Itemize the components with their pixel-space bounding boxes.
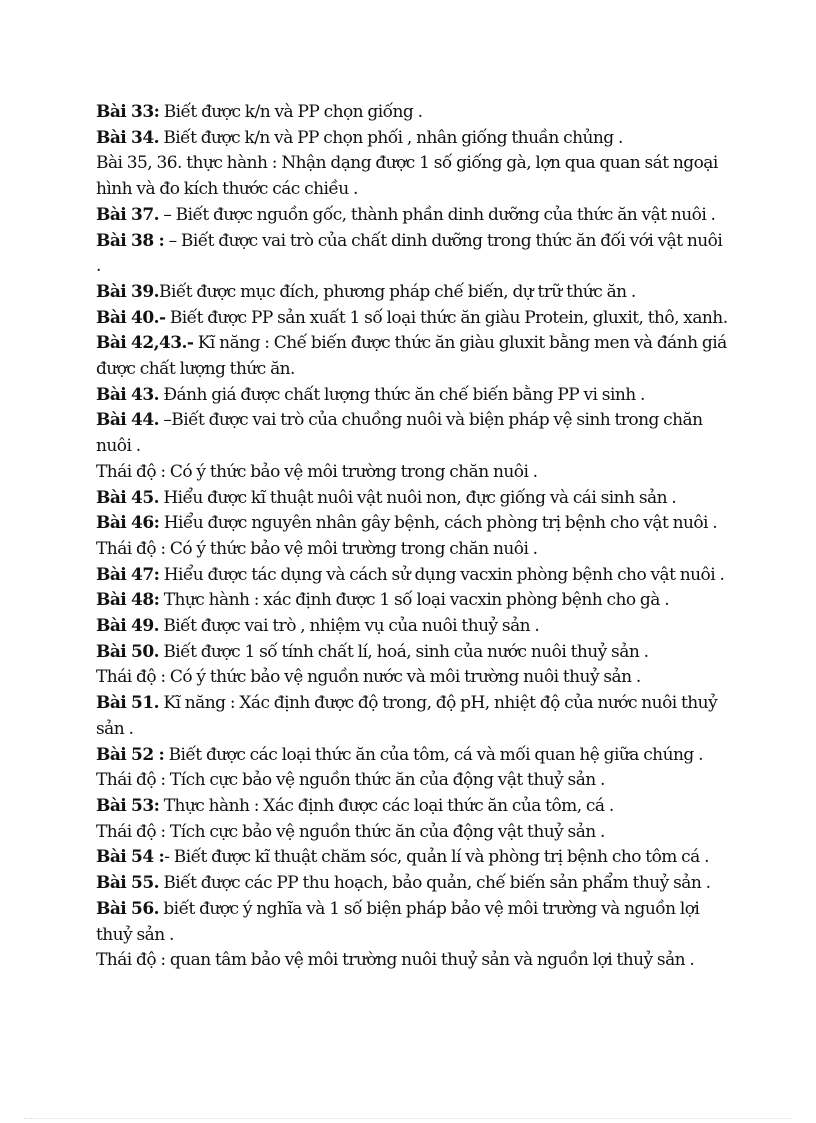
lesson-text: thực hành : Nhận dạng được 1 số giống gà, lợn qua quan sát ngoại — [181, 153, 718, 174]
line-bai-50 — [96, 640, 736, 666]
attitude-label: Thái độ : — [96, 821, 166, 842]
lesson-label: Bài 33: — [96, 102, 160, 122]
lesson-label: Bài 49. — [96, 616, 159, 637]
lesson-label: Bài 42,43.- — [96, 333, 194, 354]
line-bai-51 — [96, 691, 736, 717]
attitude-label: Thái độ : — [96, 770, 166, 791]
line-bai-37 — [96, 203, 736, 229]
lesson-text: hình và đo kích thước các chiều . — [96, 179, 358, 200]
line-bai-48 — [96, 588, 736, 614]
lesson-label: Bài 34. — [96, 127, 159, 148]
line-bai-52 — [96, 743, 736, 769]
lesson-text: nuôi . — [96, 436, 141, 457]
line-bai-46 — [96, 511, 736, 537]
lesson-text: – Biết được nguồn gốc, thành phần dinh dưỡng của thức ăn vật nuôi . — [159, 204, 716, 225]
attitude-label: Thái độ : — [96, 538, 166, 559]
lesson-label: Bài 39. — [96, 281, 159, 302]
attitude-text: Tích cực bảo vệ nguồn thức ăn của động vật thuỷ sản . — [165, 770, 605, 791]
lesson-text: biết được ý nghĩa và 1 số biện pháp bảo vệ môi trường và nguồn lợi — [159, 898, 700, 919]
line-bai-51-cont — [96, 717, 736, 743]
line-thai-do-6 — [96, 948, 736, 974]
lesson-text: –Biết được vai trò của chuồng nuôi và biện pháp vệ sinh trong chăn — [159, 410, 703, 431]
line-bai-38 — [96, 229, 736, 255]
lesson-text: Kĩ năng : Chế biến được thức ăn giàu gluxit bằng men và đánh giá — [193, 333, 727, 354]
line-bai-55 — [96, 871, 736, 897]
line-bai-40 — [96, 306, 736, 332]
lesson-text: Kĩ năng : Xác định được độ trong, độ pH, nhiệt độ của nước nuôi thuỷ — [159, 693, 718, 714]
lesson-text: sản . — [96, 718, 134, 739]
lesson-text: Biết được các loại thức ăn của tôm, cá và mối quan hệ giữa chúng . — [164, 744, 703, 765]
lesson-label: Bài 48: — [96, 590, 160, 611]
attitude-label: Thái độ : — [96, 950, 166, 971]
lesson-text: Hiểu được tác dụng và cách sử dụng vacxin phòng bệnh cho vật nuôi . — [159, 564, 725, 585]
line-thai-do-5 — [96, 820, 736, 846]
attitude-text: quan tâm bảo vệ môi trường nuôi thuỷ sản và nguồn lợi thuỷ sản . — [165, 950, 695, 971]
lesson-text: thuỷ sản . — [96, 924, 174, 945]
attitude-text: Có ý thức bảo vệ môi trường trong chăn nuôi . — [165, 461, 538, 482]
lesson-label: Bài 56. — [96, 898, 159, 919]
lesson-label: Bài 47: — [96, 564, 160, 585]
attitude-text: Tích cực bảo vệ nguồn thức ăn của động vật thuỷ sản . — [165, 821, 605, 842]
lesson-label: Bài 40.- — [96, 307, 166, 328]
line-bai-53 — [96, 794, 736, 820]
line-bai-38-cont — [96, 254, 736, 280]
lesson-label: Bài 43. — [96, 384, 159, 405]
lesson-label: Bài 55. — [96, 873, 159, 894]
lesson-label: Bài 35, 36. — [96, 153, 182, 174]
line-bai-43 — [96, 383, 736, 409]
line-thai-do-1 — [96, 460, 736, 486]
lesson-label: Bài 46: — [96, 513, 160, 534]
lesson-text: Thực hành : Xác định được các loại thức ăn của tôm, cá . — [159, 795, 614, 816]
line-bai-33 — [96, 100, 736, 126]
line-bai-35-36-cont — [96, 177, 736, 203]
lesson-text: – Biết được vai trò của chất dinh dưỡng trong thức ăn đối với vật nuôi — [164, 230, 723, 251]
line-bai-42-43-cont — [96, 357, 736, 383]
lesson-label: Bài 54 : — [96, 847, 165, 868]
attitude-text: Có ý thức bảo vệ nguồn nước và môi trường nuôi thuỷ sản . — [165, 667, 641, 688]
line-bai-34 — [96, 126, 736, 152]
line-bai-39 — [96, 280, 736, 306]
lesson-label: Bài 50. — [96, 641, 159, 662]
line-bai-56 — [96, 897, 736, 923]
line-bai-42-43 — [96, 331, 736, 357]
lesson-text: Biết được vai trò , nhiệm vụ của nuôi thuỷ sản . — [159, 616, 540, 637]
lesson-label: Bài 44. — [96, 410, 159, 431]
line-bai-44-cont — [96, 434, 736, 460]
line-bai-35-36 — [96, 151, 736, 177]
line-bai-56-cont — [96, 923, 736, 949]
document-body — [96, 100, 736, 974]
line-bai-54 — [96, 845, 736, 871]
lesson-text: Hiểu được nguyên nhân gây bệnh, cách phòng trị bệnh cho vật nuôi . — [159, 513, 718, 534]
lesson-text: Đánh giá được chất lượng thức ăn chế biến bằng PP vi sinh . — [159, 384, 645, 405]
lesson-label: Bài 38 : — [96, 230, 165, 251]
lesson-label: Bài 37. — [96, 204, 159, 225]
lesson-text: Hiểu được kĩ thuật nuôi vật nuôi non, đực giống và cái sinh sản . — [159, 487, 677, 508]
lesson-text: - Biết được kĩ thuật chăm sóc, quản lí và phòng trị bệnh cho tôm cá . — [164, 847, 709, 868]
lesson-text: Biết được các PP thu hoạch, bảo quản, chế biến sản phẩm thuỷ sản . — [159, 873, 711, 894]
lesson-label: Bài 52 : — [96, 744, 165, 765]
lesson-text: . — [96, 256, 101, 277]
lesson-label: Bài 45. — [96, 487, 159, 508]
lesson-label: Bài 53: — [96, 795, 160, 816]
attitude-text: Có ý thức bảo vệ môi trường trong chăn nuôi . — [165, 538, 538, 559]
attitude-label: Thái độ : — [96, 667, 166, 688]
line-bai-49 — [96, 614, 736, 640]
lesson-text: Biết được k/n và PP chọn phối , nhân giống thuần chủng . — [159, 127, 623, 148]
line-thai-do-3 — [96, 665, 736, 691]
lesson-text: Biết được PP sản xuất 1 số loại thức ăn giàu Protein, gluxit, thô, xanh. — [165, 307, 728, 328]
lesson-text: Biết được mục đích, phương pháp chế biến, dự trữ thức ăn . — [159, 281, 636, 302]
lesson-text: Biết được k/n và PP chọn giống . — [159, 102, 423, 122]
line-thai-do-2 — [96, 537, 736, 563]
line-bai-45 — [96, 486, 736, 512]
lesson-text: Biết được 1 số tính chất lí, hoá, sinh của nước nuôi thuỷ sản . — [159, 641, 649, 662]
lesson-text: được chất lượng thức ăn. — [96, 359, 295, 380]
line-thai-do-4 — [96, 768, 736, 794]
line-bai-47 — [96, 563, 736, 589]
lesson-text: Thực hành : xác định được 1 số loại vacxin phòng bệnh cho gà . — [159, 590, 670, 611]
attitude-label: Thái độ : — [96, 461, 166, 482]
line-bai-44 — [96, 408, 736, 434]
page-bottom-divider — [24, 1118, 792, 1119]
lesson-label: Bài 51. — [96, 693, 159, 714]
